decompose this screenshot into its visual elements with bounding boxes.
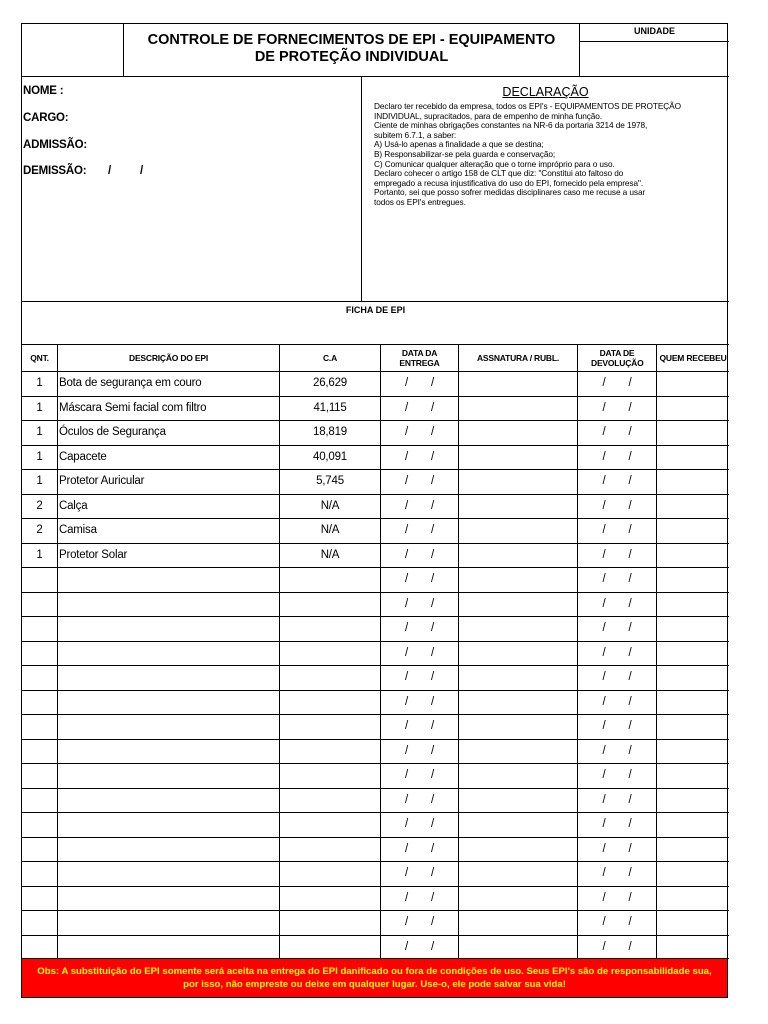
qnt-cell[interactable]: 1: [36, 401, 43, 414]
data-devolucao-cell[interactable]: / /: [602, 499, 632, 512]
table-row: [22, 763, 729, 788]
row-line: [22, 420, 729, 421]
assinatura-cell[interactable]: [459, 420, 577, 445]
descricao-cell[interactable]: Calça: [59, 499, 88, 512]
quem-recebeu-cell[interactable]: [657, 861, 729, 886]
data-devolucao-cell[interactable]: / /: [602, 646, 632, 659]
assinatura-cell[interactable]: [459, 641, 577, 666]
col-header-descricao: DESCRIÇÃO DO EPI: [129, 353, 208, 363]
ca-cell[interactable]: [280, 641, 380, 666]
col-header-qnt: QNT.: [30, 353, 49, 363]
data-devolucao-cell[interactable]: / /: [602, 818, 632, 831]
unidade-field[interactable]: [580, 42, 729, 76]
ca-cell[interactable]: [280, 739, 380, 764]
quem-recebeu-cell[interactable]: [657, 641, 729, 666]
row-line: [22, 641, 729, 642]
data-devolucao-cell[interactable]: / /: [602, 450, 632, 463]
qnt-cell[interactable]: [22, 935, 57, 960]
assinatura-cell[interactable]: [459, 812, 577, 837]
nome-field[interactable]: [66, 80, 358, 100]
descricao-cell[interactable]: Capacete: [59, 450, 107, 463]
data-entrega-cell[interactable]: / /: [405, 377, 434, 390]
assinatura-cell[interactable]: [459, 396, 577, 421]
data-entrega-cell[interactable]: / /: [405, 769, 434, 782]
data-entrega-cell[interactable]: / /: [405, 622, 434, 635]
qnt-cell[interactable]: [22, 641, 57, 666]
col-header-quem-recebeu: QUEM RECEBEU: [659, 353, 727, 363]
declaration-line: INDIVIDUAL, supracitados, para de empenho de minha função.: [374, 110, 603, 121]
table-row: [22, 371, 729, 396]
col-header-ca: C.A: [322, 353, 338, 363]
ca-cell[interactable]: [280, 910, 380, 935]
row-line: [22, 812, 729, 813]
declaration-line: todos os EPI's entregues.: [374, 196, 466, 207]
data-devolucao-cell[interactable]: / /: [602, 622, 632, 635]
assinatura-cell[interactable]: [459, 494, 577, 519]
ca-cell[interactable]: [280, 763, 380, 788]
row-line: [22, 788, 729, 789]
row-line: [22, 837, 729, 838]
qnt-cell[interactable]: 1: [36, 475, 43, 488]
qnt-cell[interactable]: [22, 690, 57, 715]
quem-recebeu-cell[interactable]: [657, 616, 729, 641]
data-devolucao-cell[interactable]: / /: [602, 377, 632, 390]
header-bottom-line: [22, 76, 729, 77]
data-devolucao-cell[interactable]: / /: [602, 744, 632, 757]
data-devolucao-cell[interactable]: / /: [602, 597, 632, 610]
table-row: [22, 837, 729, 862]
qnt-cell[interactable]: 2: [36, 499, 43, 512]
data-devolucao-cell[interactable]: / /: [602, 475, 632, 488]
table-row: [22, 494, 729, 519]
ca-cell[interactable]: [280, 567, 380, 592]
data-entrega-cell[interactable]: / /: [405, 720, 434, 733]
data-entrega-cell[interactable]: / /: [405, 401, 434, 414]
ca-cell[interactable]: 5,745: [316, 475, 344, 488]
row-line: [22, 518, 729, 519]
descricao-cell[interactable]: [59, 861, 279, 886]
descricao-cell[interactable]: [59, 886, 279, 911]
quem-recebeu-cell[interactable]: [657, 812, 729, 837]
employee-declaration-divider: [361, 76, 362, 301]
declaration-line: B) Responsabilizar-se pela guarda e conservação;: [374, 148, 556, 159]
form-title-line1: CONTROLE DE FORNECIMENTOS DE EPI - EQUIPAMENTO: [147, 32, 556, 48]
assinatura-cell[interactable]: [459, 518, 577, 543]
data-devolucao-cell[interactable]: / /: [602, 671, 632, 684]
table-row: [22, 469, 729, 494]
table-row: [22, 665, 729, 690]
data-devolucao-cell[interactable]: / /: [602, 793, 632, 806]
descricao-cell[interactable]: [59, 665, 279, 690]
data-devolucao-cell[interactable]: / /: [602, 573, 632, 586]
row-line: [22, 494, 729, 495]
data-entrega-cell[interactable]: / /: [405, 793, 434, 806]
table-row: [22, 812, 729, 837]
data-entrega-cell[interactable]: / /: [405, 842, 434, 855]
ca-cell[interactable]: N/A: [320, 524, 340, 537]
declaration-line: C) Comunicar qualquer alteração que o torne impróprio para o uso.: [374, 158, 615, 169]
ca-cell[interactable]: [280, 665, 380, 690]
quem-recebeu-cell[interactable]: [657, 665, 729, 690]
table-row: [22, 739, 729, 764]
data-entrega-cell[interactable]: / /: [405, 867, 434, 880]
declaration-text: [374, 102, 720, 208]
assinatura-cell[interactable]: [459, 788, 577, 813]
quem-recebeu-cell[interactable]: [657, 518, 729, 543]
admissao-label: ADMISSÃO:: [23, 139, 88, 151]
qnt-cell[interactable]: [22, 886, 57, 911]
footer-warning-line1: Obs: A substituição do EPI somente será aceita na entrega do EPI danificado ou fora de condições de uso. Seus EPI's são de responsabilidade sua,: [37, 966, 712, 977]
cargo-field[interactable]: [66, 107, 358, 127]
descricao-cell[interactable]: [59, 739, 279, 764]
epi-control-form: [21, 23, 728, 998]
declaration-line: Declaro cohecer o artigo 158 de CLT que diz: "Constitui ato faltoso do: [374, 168, 624, 179]
quem-recebeu-cell[interactable]: [657, 469, 729, 494]
row-line: [22, 910, 729, 911]
descricao-cell[interactable]: Máscara Semi facial com filtro: [59, 401, 207, 414]
row-line: [22, 616, 729, 617]
data-entrega-cell[interactable]: / /: [405, 695, 434, 708]
assinatura-cell[interactable]: [459, 616, 577, 641]
assinatura-cell[interactable]: [459, 469, 577, 494]
assinatura-cell[interactable]: [459, 739, 577, 764]
data-entrega-cell[interactable]: / /: [405, 573, 434, 586]
ca-cell[interactable]: 40,091: [313, 450, 347, 463]
assinatura-cell[interactable]: [459, 837, 577, 862]
assinatura-cell[interactable]: [459, 910, 577, 935]
assinatura-cell[interactable]: [459, 935, 577, 960]
data-entrega-cell[interactable]: / /: [405, 744, 434, 757]
data-devolucao-cell[interactable]: / /: [602, 769, 632, 782]
data-devolucao-cell[interactable]: / /: [602, 891, 632, 904]
demissao-date-slashes[interactable]: / /: [108, 165, 143, 177]
row-line: [22, 469, 729, 470]
descricao-cell[interactable]: [59, 641, 279, 666]
data-devolucao-cell[interactable]: / /: [602, 940, 632, 953]
descricao-cell[interactable]: Óculos de Segurança: [59, 426, 166, 439]
data-entrega-cell[interactable]: / /: [405, 475, 434, 488]
qnt-cell[interactable]: [22, 861, 57, 886]
ca-cell[interactable]: [280, 812, 380, 837]
table-row: [22, 690, 729, 715]
data-entrega-cell[interactable]: / /: [405, 450, 434, 463]
data-devolucao-cell[interactable]: / /: [602, 720, 632, 733]
unidade-label: UNIDADE: [633, 26, 675, 36]
ca-cell[interactable]: [280, 837, 380, 862]
row-line: [22, 714, 729, 715]
row-line: [22, 739, 729, 740]
qnt-cell[interactable]: [22, 910, 57, 935]
descricao-cell[interactable]: [59, 935, 279, 960]
table-row: [22, 886, 729, 911]
descricao-cell[interactable]: Protetor Solar: [59, 548, 128, 561]
descricao-cell[interactable]: [59, 592, 279, 617]
form-title: [124, 32, 579, 66]
ca-cell[interactable]: [280, 886, 380, 911]
data-devolucao-cell[interactable]: / /: [602, 916, 632, 929]
qnt-cell[interactable]: 2: [36, 524, 43, 537]
row-line: [22, 690, 729, 691]
row-line: [22, 592, 729, 593]
footer-warning: [22, 959, 727, 997]
descricao-cell[interactable]: [59, 812, 279, 837]
assinatura-cell[interactable]: [459, 371, 577, 396]
ca-cell[interactable]: 41,115: [313, 401, 347, 414]
quem-recebeu-cell[interactable]: [657, 935, 729, 960]
descricao-cell[interactable]: Camisa: [59, 524, 97, 537]
row-line: [22, 935, 729, 936]
assinatura-cell[interactable]: [459, 763, 577, 788]
table-row: [22, 518, 729, 543]
declaration-line: empregado a recusa injustificativa do uso do EPI, fornecido pela empresa".: [374, 177, 644, 188]
data-devolucao-cell[interactable]: / /: [602, 426, 632, 439]
data-entrega-cell[interactable]: / /: [405, 426, 434, 439]
row-line: [22, 763, 729, 764]
row-line: [22, 886, 729, 887]
descricao-cell[interactable]: [59, 910, 279, 935]
col-header-assinatura: ASSNATURA / RUBL.: [476, 353, 560, 363]
declaration-line: Ciente de minhas obrigações constantes na NR-6 da portaria 3214 de 1978,: [374, 120, 648, 131]
descricao-cell[interactable]: [59, 763, 279, 788]
qnt-cell[interactable]: 1: [36, 377, 43, 390]
table-row: [22, 861, 729, 886]
row-line: [22, 445, 729, 446]
quem-recebeu-cell[interactable]: [657, 837, 729, 862]
form-title-line2: DE PROTEÇÃO INDIVIDUAL: [254, 49, 449, 65]
footer-warning-line2: por isso, não empreste ou deixe em qualquer lugar. Use-o, ele pode salvar sua vida!: [183, 979, 566, 990]
data-entrega-cell[interactable]: / /: [405, 671, 434, 684]
row-line: [22, 861, 729, 862]
declaration-line: subitem 6.7.1, a saber:: [374, 129, 457, 140]
quem-recebeu-cell[interactable]: [657, 788, 729, 813]
logo-box: [22, 24, 123, 76]
assinatura-cell[interactable]: [459, 445, 577, 470]
qnt-cell[interactable]: [22, 788, 57, 813]
declaration-line: Declaro ter recebido da empresa, todos os EPI's - EQUIPAMENTOS DE PROTEÇÃO: [374, 101, 681, 111]
quem-recebeu-cell[interactable]: [657, 396, 729, 421]
descricao-cell[interactable]: [59, 616, 279, 641]
descricao-cell[interactable]: [59, 567, 279, 592]
ca-cell[interactable]: [280, 788, 380, 813]
cargo-label: CARGO:: [23, 112, 69, 124]
ca-cell[interactable]: N/A: [320, 499, 340, 512]
demissao-label: DEMISSÃO:: [23, 165, 87, 177]
quem-recebeu-cell[interactable]: [657, 543, 729, 568]
quem-recebeu-cell[interactable]: [657, 494, 729, 519]
data-entrega-cell[interactable]: / /: [405, 916, 434, 929]
quem-recebeu-cell[interactable]: [657, 420, 729, 445]
data-devolucao-cell[interactable]: / /: [602, 695, 632, 708]
descricao-cell[interactable]: Protetor Auricular: [59, 475, 145, 488]
data-devolucao-cell[interactable]: / /: [602, 524, 632, 537]
declaration-line: A) Usá-lo apenas a finalidade a que se destina;: [374, 139, 544, 150]
table-row: [22, 616, 729, 641]
quem-recebeu-cell[interactable]: [657, 714, 729, 739]
table-row: [22, 935, 729, 960]
qnt-cell[interactable]: 1: [36, 426, 43, 439]
data-devolucao-cell[interactable]: / /: [602, 548, 632, 561]
assinatura-cell[interactable]: [459, 861, 577, 886]
table-row: [22, 396, 729, 421]
qnt-cell[interactable]: [22, 592, 57, 617]
ca-cell[interactable]: [280, 592, 380, 617]
assinatura-cell[interactable]: [459, 665, 577, 690]
data-entrega-cell[interactable]: / /: [405, 818, 434, 831]
table-row: [22, 788, 729, 813]
quem-recebeu-cell[interactable]: [657, 371, 729, 396]
admissao-field[interactable]: [84, 134, 358, 154]
qnt-cell[interactable]: [22, 616, 57, 641]
table-row: [22, 420, 729, 445]
assinatura-cell[interactable]: [459, 567, 577, 592]
ca-cell[interactable]: 26,629: [313, 377, 347, 390]
table-row: [22, 445, 729, 470]
qnt-cell[interactable]: [22, 763, 57, 788]
quem-recebeu-cell[interactable]: [657, 567, 729, 592]
data-entrega-cell[interactable]: / /: [405, 940, 434, 953]
declaration-title: DECLARAÇÃO: [502, 85, 589, 99]
qnt-cell[interactable]: [22, 812, 57, 837]
ficha-title: FICHA DE EPI: [345, 305, 406, 315]
data-entrega-cell[interactable]: / /: [405, 524, 434, 537]
table-row: [22, 592, 729, 617]
data-entrega-cell[interactable]: / /: [405, 891, 434, 904]
table-row: [22, 910, 729, 935]
table-header-top-line: [22, 344, 729, 345]
row-line: [22, 543, 729, 544]
qnt-cell[interactable]: 1: [36, 548, 43, 561]
col-header-data-entrega: DATA DA ENTREGA: [399, 348, 440, 368]
nome-label: NOME :: [23, 85, 64, 97]
quem-recebeu-cell[interactable]: [657, 763, 729, 788]
ficha-title-top-line: [22, 301, 729, 302]
data-devolucao-cell[interactable]: / /: [602, 842, 632, 855]
qnt-cell[interactable]: [22, 567, 57, 592]
data-devolucao-cell[interactable]: / /: [602, 867, 632, 880]
descricao-cell[interactable]: [59, 837, 279, 862]
ca-cell[interactable]: [280, 714, 380, 739]
ca-cell[interactable]: N/A: [320, 548, 340, 561]
table-row: [22, 543, 729, 568]
ca-cell[interactable]: [280, 616, 380, 641]
row-line: [22, 567, 729, 568]
assinatura-cell[interactable]: [459, 592, 577, 617]
data-devolucao-cell[interactable]: / /: [602, 401, 632, 414]
col-header-data-devolucao: [578, 346, 656, 370]
table-row: [22, 641, 729, 666]
ca-cell[interactable]: 18,819: [313, 426, 347, 439]
row-line: [22, 396, 729, 397]
quem-recebeu-cell[interactable]: [657, 910, 729, 935]
assinatura-cell[interactable]: [459, 690, 577, 715]
assinatura-cell[interactable]: [459, 714, 577, 739]
descricao-cell[interactable]: Bota de segurança em couro: [59, 377, 202, 390]
declaration-line: Portanto, sei que posso sofrer medidas disciplinares caso me recuse a usar: [374, 187, 646, 198]
quem-recebeu-cell[interactable]: [657, 690, 729, 715]
data-entrega-cell[interactable]: / /: [405, 548, 434, 561]
qnt-cell[interactable]: [22, 714, 57, 739]
qnt-cell[interactable]: [22, 665, 57, 690]
qnt-cell[interactable]: 1: [36, 450, 43, 463]
descricao-cell[interactable]: [59, 714, 279, 739]
quem-recebeu-cell[interactable]: [657, 445, 729, 470]
assinatura-cell[interactable]: [459, 886, 577, 911]
quem-recebeu-cell[interactable]: [657, 886, 729, 911]
col-header-data-devolucao-text: DATA DE DEVOLUÇÃO: [591, 348, 644, 368]
assinatura-cell[interactable]: [459, 543, 577, 568]
row-line: [22, 665, 729, 666]
data-entrega-cell[interactable]: / /: [405, 646, 434, 659]
table-row: [22, 567, 729, 592]
data-entrega-cell[interactable]: / /: [405, 597, 434, 610]
quem-recebeu-cell[interactable]: [657, 592, 729, 617]
data-entrega-cell[interactable]: / /: [405, 499, 434, 512]
ca-cell[interactable]: [280, 935, 380, 960]
qnt-cell[interactable]: [22, 739, 57, 764]
descricao-cell[interactable]: [59, 788, 279, 813]
ca-cell[interactable]: [280, 861, 380, 886]
quem-recebeu-cell[interactable]: [657, 739, 729, 764]
table-row: [22, 714, 729, 739]
descricao-cell[interactable]: [59, 690, 279, 715]
ca-cell[interactable]: [280, 690, 380, 715]
qnt-cell[interactable]: [22, 837, 57, 862]
